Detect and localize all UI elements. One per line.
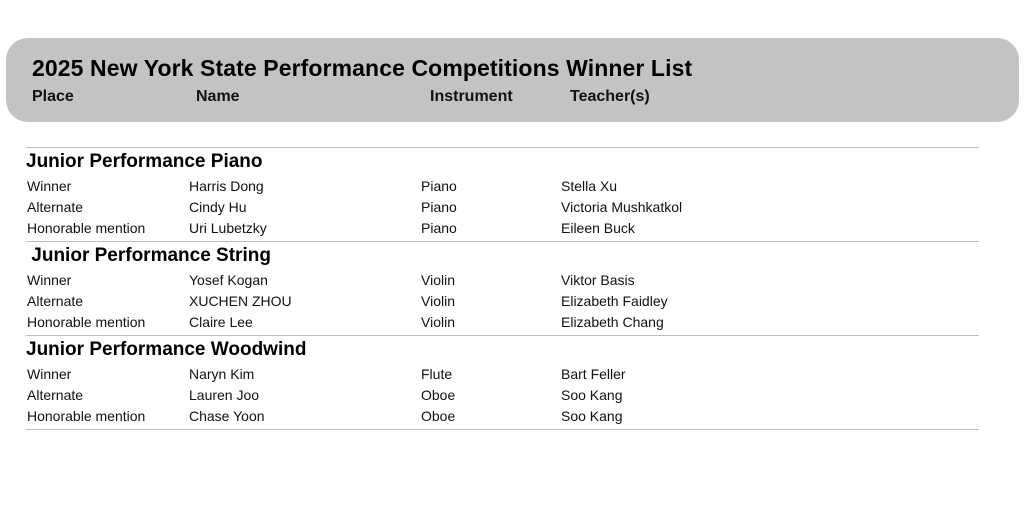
name-cell: Lauren Joo xyxy=(189,387,260,403)
table-row xyxy=(0,220,1024,241)
name-cell: XUCHEN ZHOU xyxy=(189,293,292,309)
table-row xyxy=(0,272,1024,293)
teacher-cell: Eileen Buck xyxy=(561,220,635,236)
section-title: Junior Performance Woodwind xyxy=(26,339,307,360)
instrument-cell: Oboe xyxy=(421,387,456,403)
divider xyxy=(26,429,979,430)
name-cell: Harris Dong xyxy=(189,178,264,194)
divider xyxy=(26,241,979,242)
table-row xyxy=(0,199,1024,220)
instrument-cell: Violin xyxy=(421,293,455,309)
teacher-cell: Elizabeth Chang xyxy=(561,314,664,330)
table-row xyxy=(0,387,1024,408)
instrument-cell: Violin xyxy=(421,272,455,288)
table-row xyxy=(0,293,1024,314)
column-header-place: Place xyxy=(32,88,74,105)
name-cell: Yosef Kogan xyxy=(189,272,268,288)
teacher-cell: Bart Feller xyxy=(561,366,626,382)
section-title: Junior Performance Piano xyxy=(26,151,263,172)
place-cell: Honorable mention xyxy=(27,220,146,236)
place-cell: Alternate xyxy=(27,387,84,403)
place-cell: Winner xyxy=(27,178,72,194)
column-header-name: Name xyxy=(196,88,240,105)
instrument-cell: Oboe xyxy=(421,408,456,424)
column-header-instrument: Instrument xyxy=(430,88,513,105)
teacher-cell: Elizabeth Faidley xyxy=(561,293,668,309)
place-cell: Winner xyxy=(27,272,72,288)
instrument-cell: Piano xyxy=(421,220,457,236)
teacher-cell: Victoria Mushkatkol xyxy=(561,199,683,215)
divider xyxy=(26,147,979,148)
place-cell: Winner xyxy=(27,366,72,382)
column-header-teacher: Teacher(s) xyxy=(570,88,650,105)
name-cell: Cindy Hu xyxy=(189,199,247,215)
list-header xyxy=(6,38,1019,122)
page-title: 2025 New York State Performance Competitions Winner List xyxy=(32,55,693,81)
name-cell: Naryn Kim xyxy=(189,366,255,382)
teacher-cell: Soo Kang xyxy=(561,387,623,403)
instrument-cell: Piano xyxy=(421,199,457,215)
teacher-cell: Viktor Basis xyxy=(561,272,635,288)
section-title: Junior Performance String xyxy=(26,245,271,266)
teacher-cell: Stella Xu xyxy=(561,178,618,194)
table-row xyxy=(0,314,1024,335)
teacher-cell: Soo Kang xyxy=(561,408,623,424)
name-cell: Claire Lee xyxy=(189,314,253,330)
table-row xyxy=(0,178,1024,199)
table-row xyxy=(0,408,1024,429)
place-cell: Honorable mention xyxy=(27,408,146,424)
place-cell: Honorable mention xyxy=(27,314,146,330)
instrument-cell: Violin xyxy=(421,314,455,330)
place-cell: Alternate xyxy=(27,199,84,215)
instrument-cell: Flute xyxy=(421,366,453,382)
place-cell: Alternate xyxy=(27,293,84,309)
name-cell: Uri Lubetzky xyxy=(189,220,267,236)
divider xyxy=(26,335,979,336)
name-cell: Chase Yoon xyxy=(189,408,265,424)
instrument-cell: Piano xyxy=(421,178,457,194)
table-row xyxy=(0,366,1024,387)
